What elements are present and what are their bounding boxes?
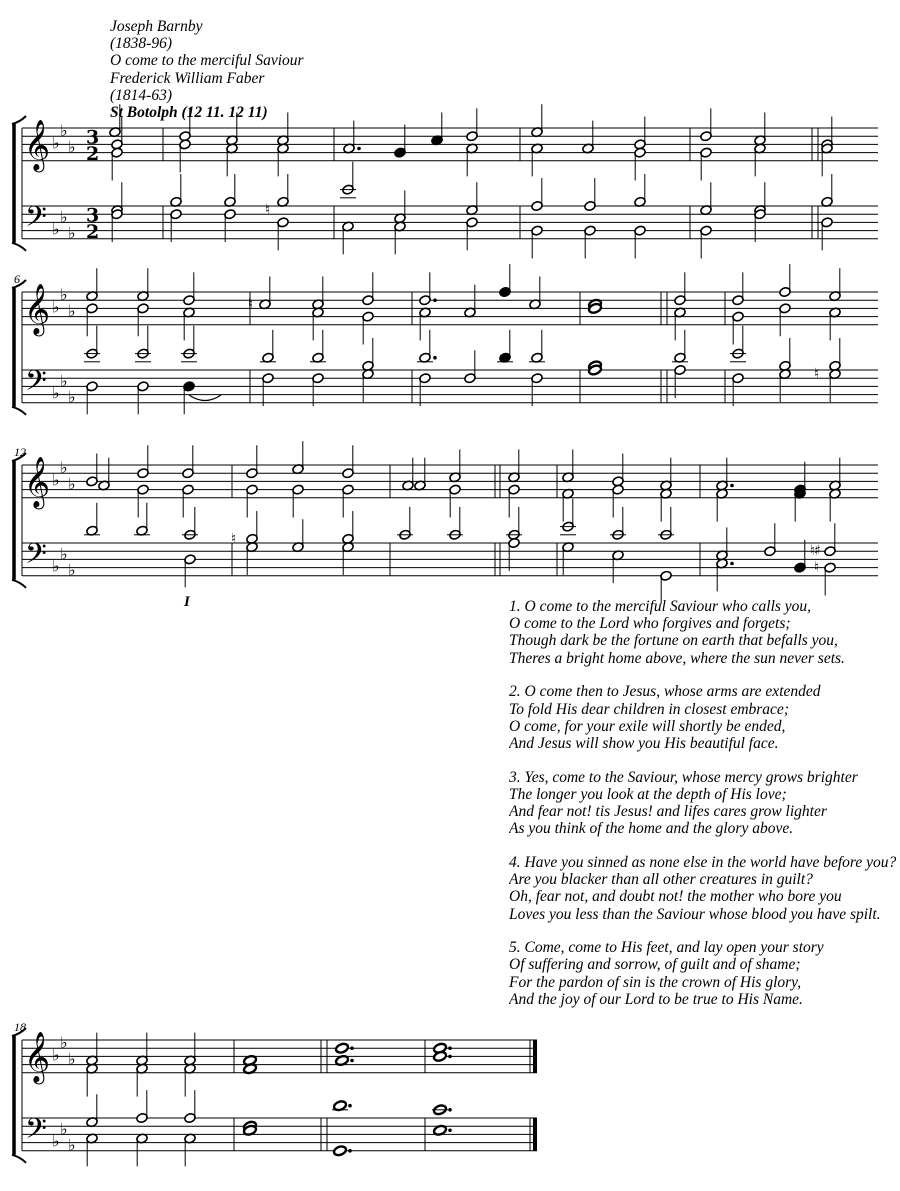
time-signature-bottom: 2	[86, 142, 100, 165]
verse-line: Though dark be the fortune on earth that befalls you,	[509, 632, 838, 650]
time-signature-top: 3	[86, 204, 100, 227]
augmentation-dot	[357, 147, 361, 151]
flat-icon: ♭	[52, 556, 60, 576]
flat-icon: ♭	[60, 1033, 68, 1053]
bracket-bottom	[12, 580, 26, 588]
verse-line: Loves you less than the Saviour whose blood you have spilt.	[509, 905, 881, 923]
author-name: Frederick William Faber	[110, 69, 265, 87]
system-number: 18	[14, 1020, 26, 1034]
natural-icon: ♮	[814, 559, 820, 576]
verse-line: 4. Have you sinned as none else in the world have before you?	[509, 853, 897, 871]
flat-icon: ♭	[68, 560, 76, 580]
time-signature-bottom: 2	[86, 220, 100, 243]
verse-line: Are you blacker than all other creatures in guilt?	[509, 871, 813, 889]
time-signature-top: 3	[86, 126, 100, 149]
system-number: 6	[14, 272, 20, 286]
augmentation-dot	[448, 1129, 452, 1133]
verse-line: 1. O come to the merciful Saviour who calls you,	[509, 598, 812, 615]
augmentation-dot	[448, 1055, 452, 1059]
author-dates: (1814-63)	[110, 86, 172, 104]
augmentation-dot	[433, 356, 437, 360]
augmentation-dot	[730, 562, 734, 566]
natural-icon: ♮	[231, 530, 237, 547]
treble-clef-icon: 𝄞	[24, 283, 51, 335]
flat-icon: ♭	[68, 1049, 76, 1069]
flat-icon: ♭	[52, 133, 60, 153]
flat-icon: ♭	[68, 1135, 76, 1155]
flat-icon: ♭	[52, 383, 60, 403]
natural-icon: ♮	[248, 296, 254, 313]
bracket-bottom	[12, 1155, 26, 1163]
verse-2	[509, 683, 900, 752]
sharp-icon: ♯	[814, 543, 821, 560]
verse-3	[509, 769, 900, 838]
flat-icon: ♭	[60, 1119, 68, 1139]
treble-clef-icon: 𝄞	[24, 119, 51, 171]
verse-line: Oh, fear not, and doubt not! the mother who bore you	[509, 888, 842, 906]
composer-dates: (1838-96)	[110, 35, 172, 53]
flat-icon: ♭	[52, 1131, 60, 1151]
score-system	[12, 441, 878, 603]
treble-clef-icon: 𝄞	[24, 456, 51, 508]
score-system	[12, 264, 878, 415]
flat-icon: ♭	[60, 207, 68, 227]
flat-icon: ♭	[68, 387, 76, 407]
flat-icon: ♭	[60, 544, 68, 564]
verse-line: O come to the Lord who forgives and forgets;	[509, 615, 791, 633]
augmentation-dot	[348, 1104, 352, 1108]
natural-icon: ♮	[265, 202, 271, 219]
hymn-title: O come to the merciful Saviour	[110, 52, 304, 70]
verse-line: For the pardon of sin is the crown of His glory,	[509, 973, 802, 991]
verse-line: As you think of the home and the glory above.	[509, 820, 794, 838]
verse-line: O come, for your exile will shortly be ended,	[509, 717, 786, 735]
verse-line: And fear not! tis Jesus! and lifes cares grow lighter	[509, 803, 827, 821]
verse-line: 2. O come then to Jesus, whose arms are extended	[509, 683, 821, 701]
flat-icon: ♭	[60, 121, 68, 141]
flat-icon: ♭	[60, 458, 68, 478]
bass-clef-icon: 𝄢	[25, 537, 47, 578]
augmentation-dot	[448, 1046, 452, 1050]
tune-name: St Botolph (12 11. 12 11)	[110, 104, 268, 122]
augmentation-dot	[433, 298, 437, 302]
treble-clef-icon: 𝄞	[24, 1031, 51, 1083]
verse-line: The longer you look at the depth of His love;	[509, 785, 787, 803]
bass-clef-icon: 𝄢	[25, 200, 47, 241]
augmentation-dot	[350, 1046, 354, 1050]
bass-clef-icon: 𝄢	[25, 1112, 47, 1153]
slur-curve	[189, 395, 221, 401]
notehead	[335, 1042, 349, 1054]
verse-line: Of suffering and sorrow, of guilt and of shame;	[509, 956, 801, 974]
verse-line: 3. Yes, come to the Saviour, whose mercy grows brighter	[509, 768, 858, 786]
bracket-bottom	[12, 243, 26, 251]
verse-line: 5. Come, come to His feet, and lay open your story	[509, 939, 824, 957]
augmentation-dot	[350, 1059, 354, 1063]
natural-icon: ♮	[810, 543, 816, 560]
flat-icon: ♭	[52, 1045, 60, 1065]
flat-icon: ♭	[52, 219, 60, 239]
verse-4	[509, 854, 900, 923]
flat-icon: ♭	[52, 297, 60, 317]
score-system	[12, 104, 878, 258]
verse-line: And the joy of our Lord to be true to His Name.	[509, 990, 803, 1008]
verse-line: To fold His dear children in closest embrace;	[509, 700, 789, 718]
score-system	[12, 1020, 537, 1166]
bass-clef-icon: 𝄢	[25, 364, 47, 405]
system-number: 12	[14, 445, 26, 459]
verses-block	[509, 598, 900, 1025]
augmentation-dot	[730, 484, 734, 488]
flat-icon: ♭	[60, 285, 68, 305]
composer-name: Joseph Barnby	[110, 18, 203, 35]
flat-icon: ♭	[68, 474, 76, 494]
flat-icon: ♭	[68, 223, 76, 243]
bracket-bottom	[12, 407, 26, 415]
flat-icon: ♭	[68, 301, 76, 321]
augmentation-dot	[348, 1149, 352, 1153]
verse-5	[509, 939, 900, 1008]
roman-marker: I	[184, 594, 190, 610]
flat-icon: ♭	[68, 137, 76, 157]
notehead	[333, 1145, 347, 1157]
flat-icon: ♭	[60, 371, 68, 391]
verse-line: And Jesus will show you His beautiful face.	[509, 734, 779, 752]
natural-icon: ♮	[814, 366, 820, 383]
verse-line: Theres a bright home above, where the sun never sets.	[509, 649, 845, 667]
flat-icon: ♭	[52, 470, 60, 490]
verse-1	[509, 598, 900, 667]
augmentation-dot	[448, 1108, 452, 1112]
